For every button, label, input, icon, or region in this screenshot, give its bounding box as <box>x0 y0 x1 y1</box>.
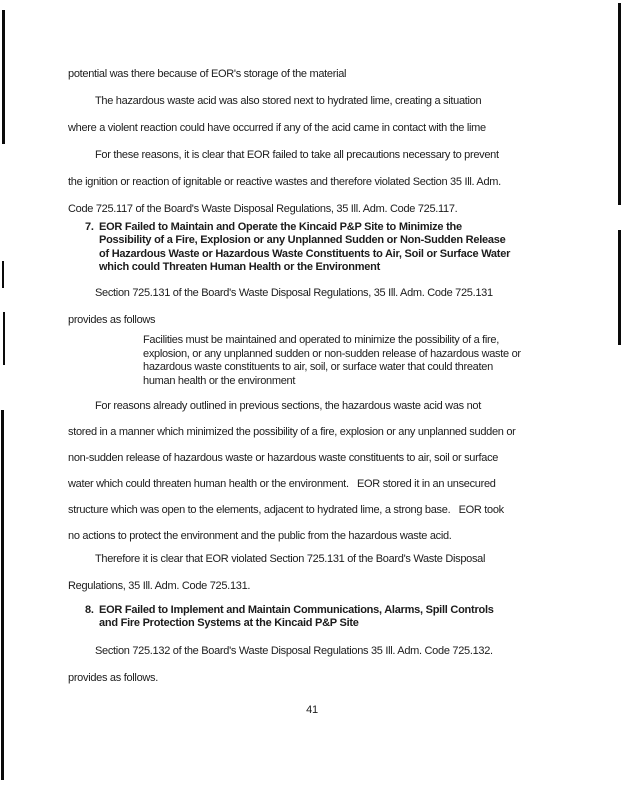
paragraph <box>68 88 486 142</box>
paragraph <box>68 61 346 88</box>
text-line: potential was there because of EOR's storage of the material <box>68 68 347 80</box>
quote-line: Facilities must be maintained and operated to minimize the possibility of a fire, <box>143 334 499 346</box>
paragraph <box>68 280 493 334</box>
text-line: Section 725.132 of the Board's Waste Disposal Regulations 35 Ill. Adm. Code 725.132. <box>95 645 493 657</box>
text-line: water which could threaten human health or the environment. EOR stored it in an unsecured <box>68 478 496 490</box>
text-line: Therefore it is clear that EOR violated Section 725.131 of the Board's Waste Disposal <box>95 553 486 565</box>
text-line: provides as follows. <box>68 672 158 684</box>
heading-number: 7. <box>85 221 94 233</box>
text-line: The hazardous waste acid was also stored next to hydrated lime, creating a situation <box>95 95 482 107</box>
text-line: structure which was open to the elements, adjacent to hydrated lime, a strong base. EOR took <box>68 504 504 516</box>
text-line: where a violent reaction could have occurred if any of the acid came in contact with the lime <box>68 122 486 134</box>
text-line: no actions to protect the environment and the public from the hazardous waste acid. <box>68 530 452 542</box>
quote-line: hazardous waste constituents to air, soil, or surface water that could threaten <box>143 361 493 373</box>
heading-line: EOR Failed to Implement and Maintain Communications, Alarms, Spill Controls <box>99 604 494 616</box>
text-line: provides as follows <box>68 314 156 326</box>
block-quote <box>143 334 521 388</box>
paragraph <box>68 142 501 223</box>
scan-artifact-line <box>3 312 5 365</box>
text-line: stored in a manner which minimized the possibility of a fire, explosion or any unplanned sudden or <box>68 426 516 438</box>
paragraph <box>68 638 493 692</box>
section-heading-7 <box>85 221 511 275</box>
paragraph <box>68 393 516 549</box>
text-line: non-sudden release of hazardous waste or hazardous waste constituents to air, soil or surface <box>68 452 499 464</box>
page-number: 41 <box>306 704 318 716</box>
text-line: the ignition or reaction of ignitable or reactive wastes and therefore violated Section 35 Ill. Adm. <box>68 176 501 188</box>
text-line: Regulations, 35 Ill. Adm. Code 725.131. <box>68 580 251 592</box>
heading-number: 8. <box>85 604 94 616</box>
heading-line: and Fire Protection Systems at the Kincaid P&P Site <box>99 617 359 630</box>
heading-line: of Hazardous Waste or Hazardous Waste Constituents to Air, Soil or Surface Water <box>99 247 511 260</box>
heading-line: EOR Failed to Maintain and Operate the Kincaid P&P Site to Minimize the <box>99 221 462 233</box>
scan-artifact-line <box>2 261 4 288</box>
heading-line: Possibility of a Fire, Explosion or any Unplanned Sudden or Non-Sudden Release <box>99 234 506 247</box>
paragraph <box>68 546 485 600</box>
section-heading-8 <box>85 604 494 631</box>
quote-line: explosion, or any unplanned sudden or non-sudden release of hazardous waste or <box>143 347 521 360</box>
quote-line: human health or the environment <box>143 374 296 387</box>
scan-artifact-line <box>1 410 4 780</box>
text-line: For these reasons, it is clear that EOR failed to take all precautions necessary to prevent <box>95 149 499 161</box>
text-line: For reasons already outlined in previous sections, the hazardous waste acid was not <box>95 400 481 412</box>
heading-line: which could Threaten Human Health or the Environment <box>99 261 380 274</box>
scan-artifact-line <box>2 10 5 144</box>
text-line: Code 725.117 of the Board's Waste Disposal Regulations, 35 Ill. Adm. Code 725.117. <box>68 203 458 215</box>
text-line: Section 725.131 of the Board's Waste Disposal Regulations, 35 Ill. Adm. Code 725.131 <box>95 287 493 299</box>
